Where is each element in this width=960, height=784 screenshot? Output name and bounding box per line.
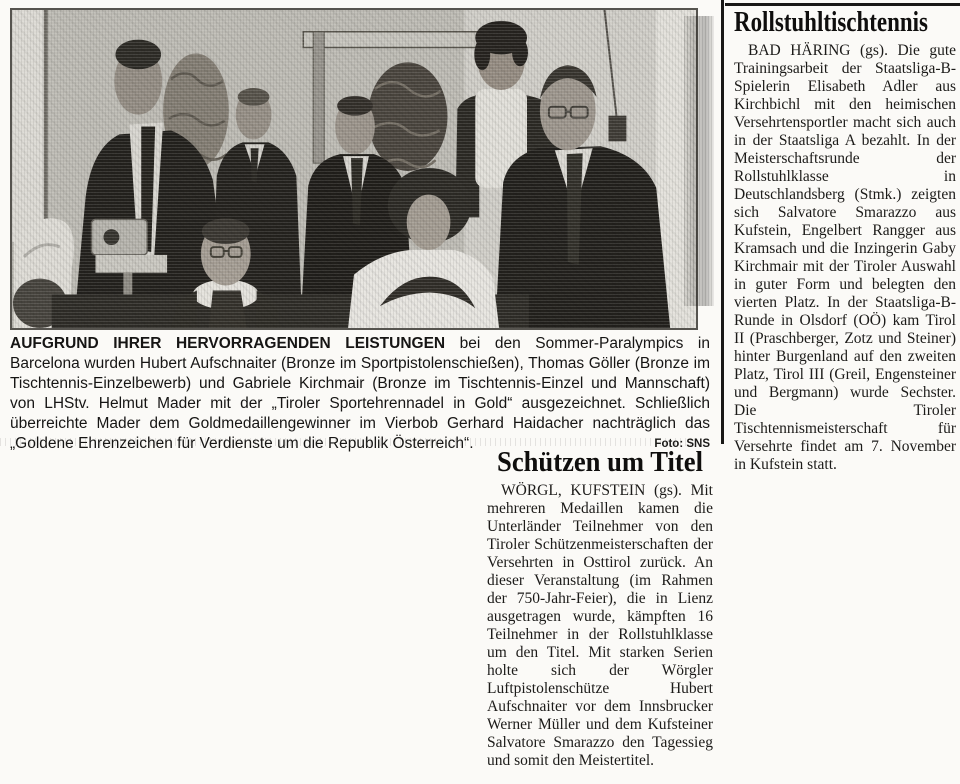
article-body-schuetzen: WÖRGL, KUFSTEIN (gs). Mit mehreren Medaillen kamen die Unterländer Teilnehmer von den Tiroler Schützenmeisterschaften der Versehrten in Osttirol zurück. An dieser Veranstaltung (im Rahmen der 750-Jahr-Feier), die in Lienz ausgetragen wurde, kämpften 16 Teilnehmer in der Rollstuhlklasse um den Titel. Mit starken Serien holte sich der Wörgler Luftpistolenschütze Hubert Aufschnaiter vor dem Innsbrucker Werner Müller und dem Kufsteiner Salvatore Smarazzo den Tagessieg und somit den Meistertitel. bbox=[487, 482, 713, 769]
column-divider-line bbox=[721, 0, 724, 444]
gutter-shading-strip bbox=[684, 16, 714, 306]
news-photo bbox=[10, 8, 698, 330]
photo-caption bbox=[10, 334, 710, 454]
article-rollstuhltischtennis bbox=[734, 8, 956, 474]
caption-lead-in: AUFGRUND IHRER HERVORRAGENDEN LEISTUNGEN bbox=[10, 335, 446, 352]
news-photo-illustration bbox=[12, 10, 696, 328]
article-body-rollstuhltischtennis: BAD HÄRING (gs). Die gute Trainingsarbeit der Staatsliga-B-Spielerin Elisabeth Adler aus Kirchbichl mit den heimischen Versehrtensportler macht sich auch in der Staatsliga A bezahlt. In der Meisterschaftsrunde der Rollstuhlklasse in Deutschlandsberg (Stmk.) zeigten sich Salvatore Smarazzo aus Kufstein, Engelbert Rangger aus Kramsach und die Inzingerin Gaby Kirchmair mit der Tiroler Auswahl in guter Form und belegten den vierten Platz. In der Staatsliga-B-Runde in Olsdorf (OÖ) kam Tirol II (Praschberger, Zotz und Steiner) hinter Burgenland auf den zweiten Platz, Tirol III (Greil, Engensteiner und Bergmann) wurde Sechster. Die Tiroler Tischtennismeisterschaft für Versehrte findet am 7. November in Kufstein statt. bbox=[734, 42, 956, 473]
article-schuetzen-um-titel bbox=[487, 448, 713, 770]
article-headline-schuetzen: Schützen um Titel bbox=[497, 447, 703, 478]
caption-text: bei den Sommer-Paralympics in Barcelona wurden Hubert Aufschnaiter (Bronze im Sportpistolenschießen), Thomas Göller (Bronze im Tischtennis-Einzelbewerb) und Gabriele Kirchmair (Bronze im Tischtennis-Einzel und Mannschaft) von LHStv. Helmut Mader mit der „Tiroler Sportehrennadel in Gold“ ausgezeichnet. Schließlich überreichte Mader dem Goldmedaillengewinner im Vierbob Gerhard Haidacher nachträglich das „Goldene Ehrenzeichen für Verdienste um die Republik Österreich“. bbox=[10, 335, 710, 452]
medal bbox=[103, 229, 119, 245]
foliage-center bbox=[368, 62, 448, 171]
scan-noise-strip bbox=[0, 438, 700, 446]
photo-credit: Foto: SNS bbox=[654, 438, 710, 450]
column-top-rule bbox=[725, 3, 960, 6]
article-headline-rollstuhltischtennis: Rollstuhltischtennis bbox=[734, 7, 928, 38]
